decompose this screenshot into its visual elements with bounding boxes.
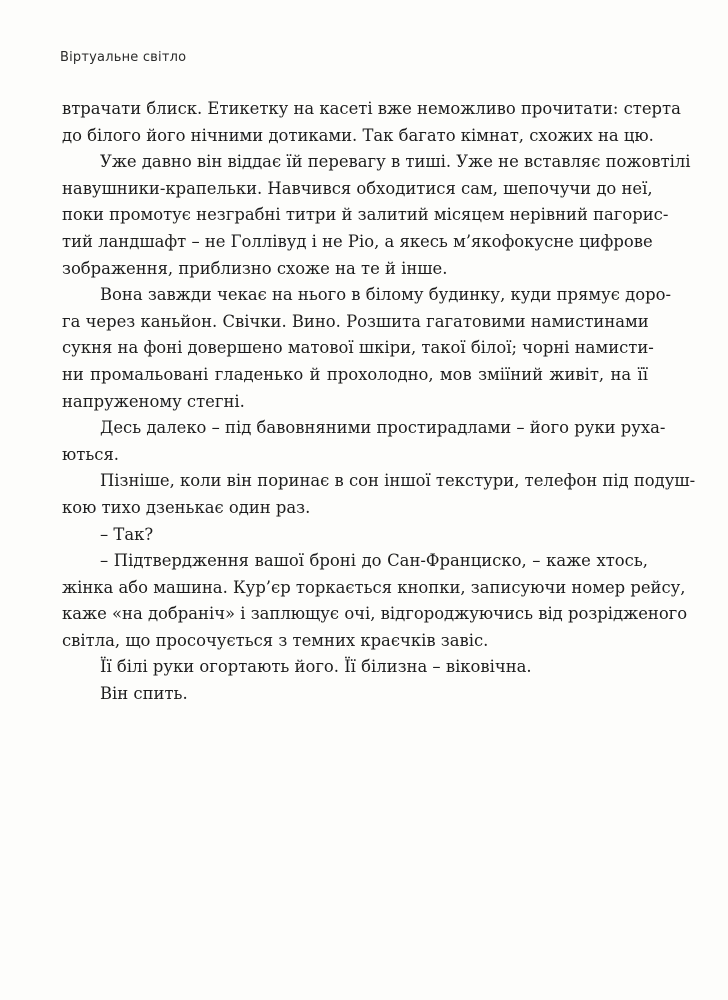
text-line: Вона завжди чекає на нього в білому будинку, куди прямує доро-: [100, 285, 671, 305]
running-head: Віртуальне світло: [60, 50, 187, 65]
text-line: жінка або машина. Кур’єр торкається кнопки, записуючи номер рейсу,: [62, 577, 686, 597]
text-line: напруженому стегні.: [62, 391, 245, 411]
text-line: зображення, приблизно схоже на те й інше.: [62, 258, 448, 278]
text-line: га через каньйон. Свічки. Вино. Розшита гагатовими намистинами: [62, 311, 649, 331]
text-line: сукня на фоні довершено матової шкіри, такої білої; чорні намисти-: [62, 338, 654, 358]
text-line: ються.: [62, 444, 119, 464]
text-line: каже «на добраніч» і заплющує очі, відгороджуючись від розрідженого: [62, 604, 688, 624]
text-line: втрачати блиск. Етикетку на касеті вже неможливо прочитати: стерта: [62, 99, 681, 118]
text-line: кою тихо дзенькає один раз.: [62, 497, 311, 517]
text-line: Він спить.: [100, 684, 188, 704]
text-line: – Підтвердження вашої броні до Сан-Франциско, – каже хтось,: [100, 551, 648, 571]
text-line: Її білі руки огортають його. Її білизна – віковічна.: [100, 657, 532, 677]
text-line: світла, що просочується з темних краєчків завіс.: [62, 630, 489, 650]
text-line: – Так?: [100, 524, 154, 544]
text-line: Уже давно він віддає їй перевагу в тиші. Уже не вставляє пожовтілі: [100, 152, 691, 172]
text-line: поки промотує незграбні титри й залитий місяцем нерівний пагорис-: [62, 205, 669, 225]
body-text: [62, 96, 696, 708]
text-line: Десь далеко – під бавовняними простирадлами – його руки руха-: [100, 418, 666, 438]
text-line: ни промальовані гладенько й прохолодно, мов зміїний живіт, на її: [62, 364, 648, 384]
text-line: навушники-крапельки. Навчився обходитися сам, шепочучи до неї,: [62, 178, 653, 198]
text-line: тий ландшафт – не Голлівуд і не Ріо, а якесь м’якофокусне цифрове: [62, 231, 653, 251]
text-line: Пізніше, коли він поринає в сон іншої текстури, телефон під подуш-: [100, 471, 696, 491]
text-line: до білого його нічними дотиками. Так багато кімнат, схожих на цю.: [62, 125, 654, 145]
